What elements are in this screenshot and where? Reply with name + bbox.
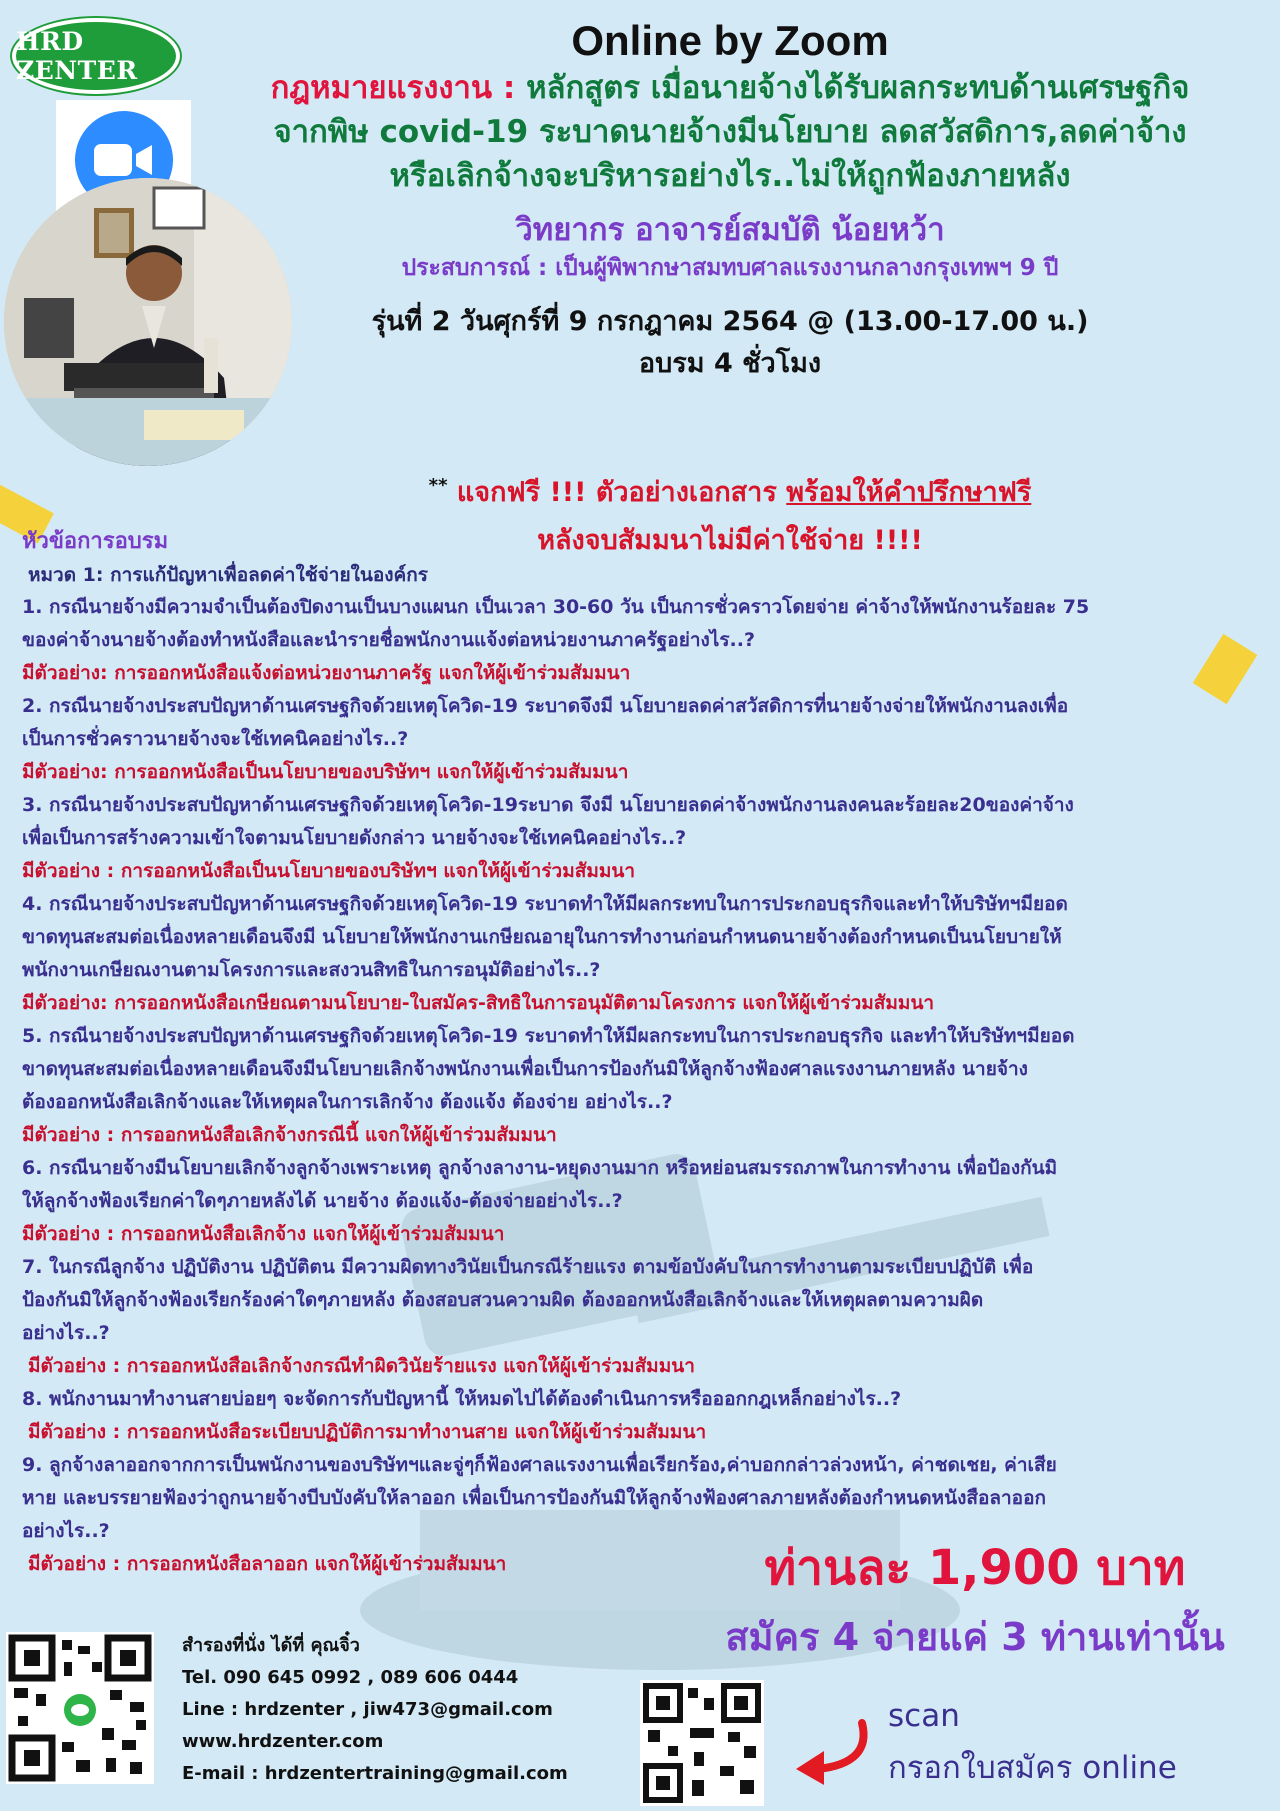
agenda — [22, 525, 1262, 1581]
email-text: E-mail : hrdzentertraining@gmail.com — [182, 1763, 568, 1784]
agenda-item — [22, 1449, 1262, 1548]
agenda-example: มีตัวอย่าง : การออกหนังสือเป็นนโยบายของบริษัทฯ แจกให้ผู้เข้าร่วมสัมมนา — [22, 860, 636, 882]
agenda-line: ให้ลูกจ้างฟ้องเรียกค่าใดๆภายหลังได้ นายจ้าง ต้องแจ้ง-ต้องจ่ายอย่างไร..? — [22, 1190, 623, 1212]
contact-info — [182, 1630, 642, 1790]
agenda-heading: หัวข้อการอบรม — [22, 529, 169, 554]
agenda-line: พนักงานเกษียณงานตามโครงการและสงวนสิทธิในการอนุมัติอย่างไร..? — [22, 959, 601, 981]
agenda-line: ขาดทุนสะสมต่อเนื่องหลายเดือนจึงมี นโยบายให้พนักงานเกษียณอายุในการทำงานก่อนกำหนดนายจ้างต้องกำหนดเป็นนโยบายให้ — [22, 926, 1062, 948]
agenda-item — [22, 690, 1262, 756]
agenda-example: มีตัวอย่าง: การออกหนังสือแจ้งต่อหน่วยงานภาครัฐ แจกให้ผู้เข้าร่วมสัมมนา — [22, 662, 631, 684]
line-id-text: Line : hrdzenter , jiw473@gmail.com — [182, 1699, 553, 1720]
agenda-example: มีตัวอย่าง : การออกหนังสือลาออก แจกให้ผู้เข้าร่วมสัมมนา — [28, 1553, 507, 1575]
agenda-item — [22, 1383, 1262, 1416]
agenda-line: ขาดทุนสะสมต่อเนื่องหลายเดือนจึงมีนโยบายเลิกจ้างพนักงานเพื่อเป็นการป้องกันมิให้ลูกจ้างฟ้องศาลแรงงานภายหลัง นายจ้าง — [22, 1058, 1028, 1080]
agenda-item — [22, 888, 1262, 987]
course-title-line-3: หรือเลิกจ้างจะบริหารอย่างไร..ไม่ให้ถูกฟ้องภายหลัง — [389, 158, 1071, 194]
course-title-line-1 — [180, 66, 1280, 110]
group-promo: สมัคร 4 จ่ายแค่ 3 ท่านเท่านั้น — [725, 1615, 1225, 1659]
free-offer-line-1 — [300, 462, 1160, 517]
agenda-line: 2. กรณีนายจ้างประสบปัญหาด้านเศรษฐกิจด้วยเหตุโควิด-19 ระบาดจึงมี นโยบายลดค่าสวัสดิการที่นายจ้างจ่ายให้พนักงานลงเพื่อ — [22, 695, 1069, 717]
agenda-example: มีตัวอย่าง: การออกหนังสือเกษียณตามนโยบาย-ใบสมัคร-สิทธิในการอนุมัติตามโครงการ แจกให้ผู้เข้าร่วมสัมมนา — [22, 992, 935, 1014]
agenda-line: ป้องกันมิให้ลูกจ้างฟ้องเรียกร้องค่าใดๆภายหลัง ต้องสอบสวนความผิด ต้องออกหนังสือเลิกจ้างและให้เหตุผลตามความผิด — [22, 1289, 984, 1311]
agenda-item — [22, 1152, 1262, 1218]
agenda-line: ต้องออกหนังสือเลิกจ้างและให้เหตุผลในการเลิกจ้าง ต้องแจ้ง ต้องจ่าย อย่างไร..? — [22, 1091, 673, 1113]
agenda-line: เป็นการชั่วคราวนายจ้างจะใช้เทคนิคอย่างไร..? — [22, 728, 409, 750]
agenda-line: 9. ลูกจ้างลาออกจากการเป็นพนักงานของบริษัทฯและจู่ๆก็ฟ้องศาลแรงงานเพื่อเรียกร้อง,ค่าบอกกล่าวล่วงหน้า, ค่าชดเชย, ค่าเสีย — [22, 1454, 1057, 1476]
agenda-line: 4. กรณีนายจ้างประสบปัญหาด้านเศรษฐกิจด้วยเหตุโควิด-19 ระบาดทำให้มีผลกระทบในการประกอบธุรกิจและทำให้บริษัทฯมียอด — [22, 893, 1068, 915]
phone-text: Tel. 090 645 0992 , 089 606 0444 — [182, 1667, 519, 1688]
agenda-line: 3. กรณีนายจ้างประสบปัญหาด้านเศรษฐกิจด้วยเหตุโควิด-19ระบาด จึงมี นโยบายลดค่าจ้างพนักงานลงคนละร้อยละ20ของค่าจ้าง — [22, 794, 1074, 816]
price-block — [680, 1535, 1270, 1669]
free-offer-text: แจกฟรี !!! ตัวอย่างเอกสาร — [447, 477, 787, 508]
logo-text: HRD ZENTER — [16, 27, 138, 85]
agenda-item — [22, 591, 1262, 657]
arrow-icon — [780, 1715, 880, 1785]
free-offer-line-2: หลังจบสัมมนาไม่มีค่าใช้จ่าย !!!! — [537, 525, 923, 556]
reserve-text: สำรองที่นั่ง ได้ที่ คุณจิ๋ว — [182, 1635, 360, 1656]
registration-qr-code[interactable] — [640, 1680, 764, 1806]
agenda-line: อย่างไร..? — [22, 1322, 110, 1344]
agenda-line: 1. กรณีนายจ้างมีความจำเป็นต้องปิดงานเป็นบางแผนก เป็นเวลา 30-60 วัน เป็นการชั่วคราวโดยจ่าย ค่าจ้างให้พนักงานร้อยละ 75 — [22, 596, 1090, 618]
course-category: กฎหมายแรงงาน : — [270, 70, 516, 106]
agenda-line: 7. ในกรณีลูกจ้าง ปฏิบัติงาน ปฏิบัติตน มีความผิดทางวินัยเป็นกรณีร้ายแรง ตามข้อบังคับในการทำงานตามระเบียบปฏิบัติ เพื่อ — [22, 1256, 1034, 1278]
agenda-example: มีตัวอย่าง: การออกหนังสือเป็นนโยบายของบริษัทฯ แจกให้ผู้เข้าร่วมสัมมนา — [22, 761, 629, 783]
asterisk: ** — [428, 475, 448, 496]
agenda-line: ของค่าจ้างนายจ้างต้องทำหนังสือและนำรายชื่อพนักงานแจ้งต่อหน่วยงานภาครัฐอย่างไร..? — [22, 629, 755, 651]
agenda-line: เพื่อเป็นการสร้างความเข้าใจตามนโยบายดังกล่าว นายจ้างจะใช้เทคนิคอย่างไร..? — [22, 827, 687, 849]
line-icon — [64, 1694, 96, 1726]
price-per-person: ท่านละ 1,900 บาท — [764, 1540, 1186, 1596]
scan-prompt — [888, 1690, 1177, 1794]
agenda-item — [22, 1020, 1262, 1119]
agenda-example: มีตัวอย่าง : การออกหนังสือเลิกจ้างกรณีนี้ แจกให้ผู้เข้าร่วมสัมมนา — [22, 1124, 557, 1146]
agenda-line: 5. กรณีนายจ้างประสบปัญหาด้านเศรษฐกิจด้วยเหตุโควิด-19 ระบาดทำให้มีผลกระทบในการประกอบธุรกิจ และทำให้บริษัทฯมียอด — [22, 1025, 1075, 1047]
speaker-name: วิทยากร อาจารย์สมบัติ น้อยหว้า — [515, 212, 945, 248]
agenda-example: มีตัวอย่าง : การออกหนังสือระเบียบปฏิบัติการมาทำงานสาย แจกให้ผู้เข้าร่วมสัมมนา — [28, 1421, 707, 1443]
agenda-item — [22, 1251, 1262, 1350]
online-register-label: กรอกใบสมัคร online — [888, 1750, 1177, 1786]
session-hours: อบรม 4 ชั่วโมง — [638, 348, 822, 379]
agenda-example: มีตัวอย่าง : การออกหนังสือเลิกจ้าง แจกให้ผู้เข้าร่วมสัมมนา — [22, 1223, 505, 1245]
agenda-item — [22, 789, 1262, 855]
page-title: Online by Zoom — [571, 17, 889, 64]
speaker-experience: ประสบการณ์ : เป็นผู้พิพากษาสมทบศาลแรงงานกลางกรุงเทพฯ 9 ปี — [401, 255, 1059, 281]
agenda-line: อย่างไร..? — [22, 1520, 110, 1542]
hrd-zenter-logo — [12, 18, 180, 94]
agenda-line: หาย และบรรยายฟ้องว่าถูกนายจ้างบีบบังคับให้ลาออก เพื่อเป็นการป้องกันมิให้ลูกจ้างฟ้องศาลภายหลังต้องกำหนดหนังสือลาออก — [22, 1487, 1046, 1509]
course-title-line-2: จากพิษ covid-19 ระบาดนายจ้างมีนโยบาย ลดสวัสดิการ,ลดค่าจ้าง — [273, 114, 1187, 150]
scan-label: scan — [888, 1698, 960, 1734]
session-date: รุ่นที่ 2 วันศุกร์ที่ 9 กรกฎาคม 2564 @ (13.00-17.00 น.) — [371, 306, 1089, 337]
agenda-category: หมวด 1: การแก้ปัญหาเพื่อลดค่าใช้จ่ายในองค์กร — [28, 564, 428, 586]
header-block — [180, 16, 1280, 384]
agenda-line: 6. กรณีนายจ้างมีนโยบายเลิกจ้างลูกจ้างเพราะเหตุ ลูกจ้างลางาน-หยุดงานมาก หรือหย่อนสมรรถภาพในการทำงาน เพื่อป้องกันมิ — [22, 1157, 1058, 1179]
website-link[interactable]: www.hrdzenter.com — [182, 1731, 384, 1752]
agenda-example: มีตัวอย่าง : การออกหนังสือเลิกจ้างกรณีทำผิดวินัยร้ายแรง แจกให้ผู้เข้าร่วมสัมมนา — [28, 1355, 695, 1377]
course-title-text: หลักสูตร เมื่อนายจ้างได้รับผลกระทบด้านเศรษฐกิจ — [515, 70, 1190, 106]
agenda-line: 8. พนักงานมาทำงานสายบ่อยๆ จะจัดการกับปัญหานี้ ให้หมดไปได้ต้องดำเนินการหรือออกกฎเหล็กอย่างไร..? — [22, 1388, 902, 1410]
free-consult-text: พร้อมให้คำปรึกษาฟรี — [786, 477, 1032, 508]
line-qr-code[interactable] — [6, 1632, 154, 1784]
